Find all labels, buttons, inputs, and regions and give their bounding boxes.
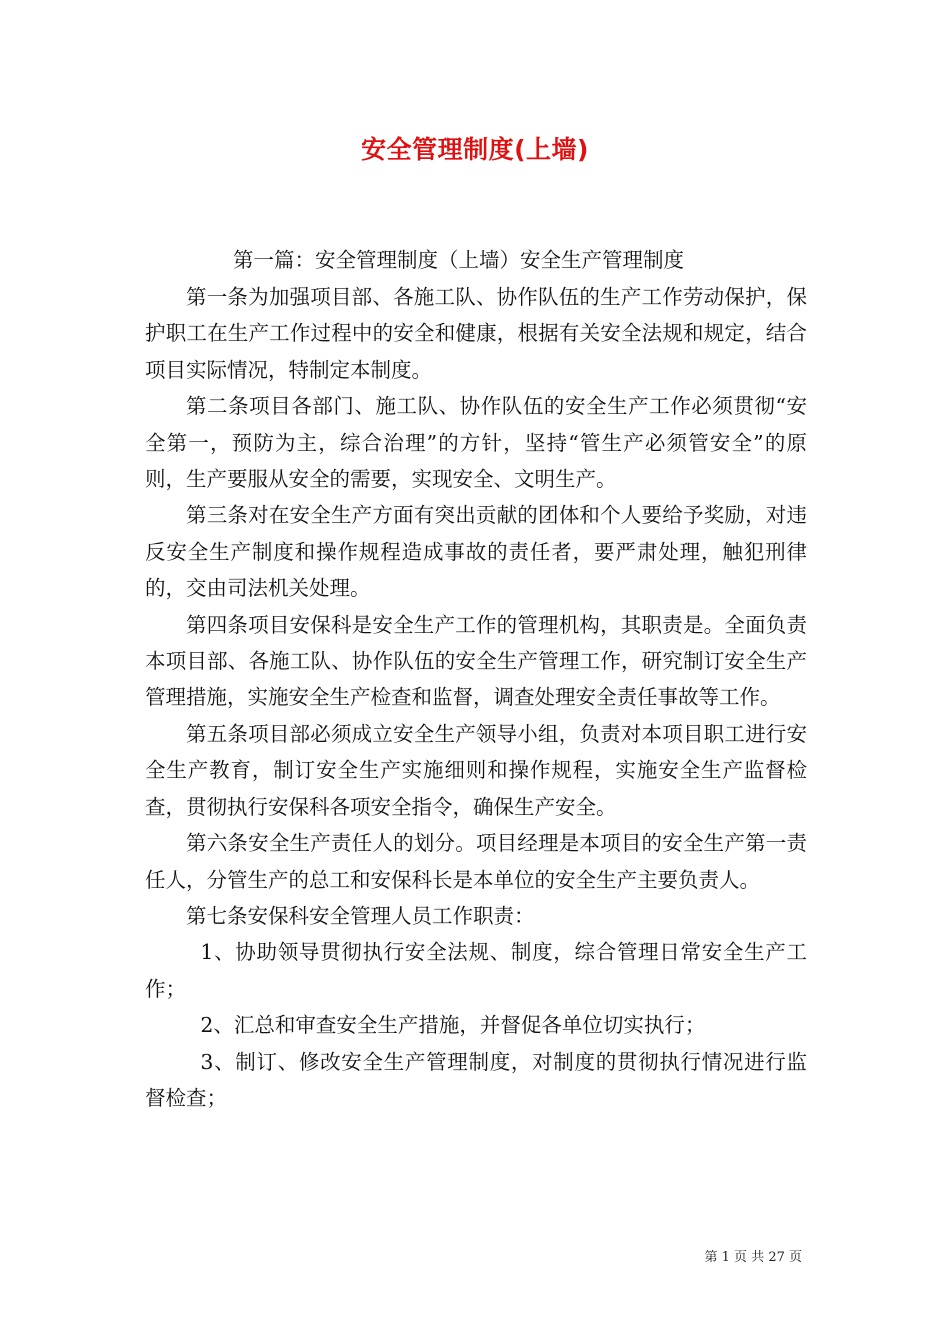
document-body xyxy=(145,279,807,1116)
list-item-3: 3、制订、修改安全生产管理制度，对制度的贯彻执行情况进行监督检查； xyxy=(145,1049,807,1110)
document-title: 安全管理制度(上墙) xyxy=(361,135,589,164)
document-subtitle: 第一篇：安全管理制度（上墙）安全生产管理制度 xyxy=(233,248,684,272)
paragraph-article-4: 第四条项目安保科是安全生产工作的管理机构，其职责是。全面负责本项目部、各施工队、协作队伍的安全生产管理工作，研究制订安全生产管理措施，实施安全生产检查和监督，调查处理安全责任事故等工作。 xyxy=(145,612,807,710)
paragraph-article-6: 第六条安全生产责任人的划分。项目经理是本项目的安全生产第一责任人，分管生产的总工和安保科长是本单位的安全生产主要负责人。 xyxy=(145,831,807,892)
paragraph-article-1: 第一条为加强项目部、各施工队、协作队伍的生产工作劳动保护，保护职工在生产工作过程中的安全和健康，根据有关安全法规和规定，结合项目实际情况，特制定本制度。 xyxy=(145,285,807,382)
list-item-1: 1、协助领导贯彻执行安全法规、制度，综合管理日常安全生产工作； xyxy=(145,940,807,1001)
paragraph-article-7: 第七条安保科安全管理人员工作职责： xyxy=(186,903,535,928)
paragraph-article-5: 第五条项目部必须成立安全生产领导小组，负责对本项目职工进行安全生产教育，制订安全生产实施细则和操作规程，实施安全生产监督检查，贯彻执行安保科各项安全指令，确保生产安全。 xyxy=(145,721,807,819)
paragraph-article-2: 第二条项目各部门、施工队、协作队伍的安全生产工作必须贯彻“安全第一，预防为主，综合治理”的方针，坚持“管生产必须管安全”的原则，生产要服从安全的需要，实现安全、文明生产。 xyxy=(145,394,807,492)
list-item-2: 2、汇总和审查安全生产措施，并督促各单位切实执行； xyxy=(200,1013,706,1038)
page-number-footer: 第 1 页 共 27 页 xyxy=(704,1250,802,1265)
paragraph-article-3: 第三条对在安全生产方面有突出贡献的团体和个人要给予奖励，对违反安全生产制度和操作规程造成事故的责任者，要严肃处理，触犯刑律的，交由司法机关处理。 xyxy=(145,503,807,601)
